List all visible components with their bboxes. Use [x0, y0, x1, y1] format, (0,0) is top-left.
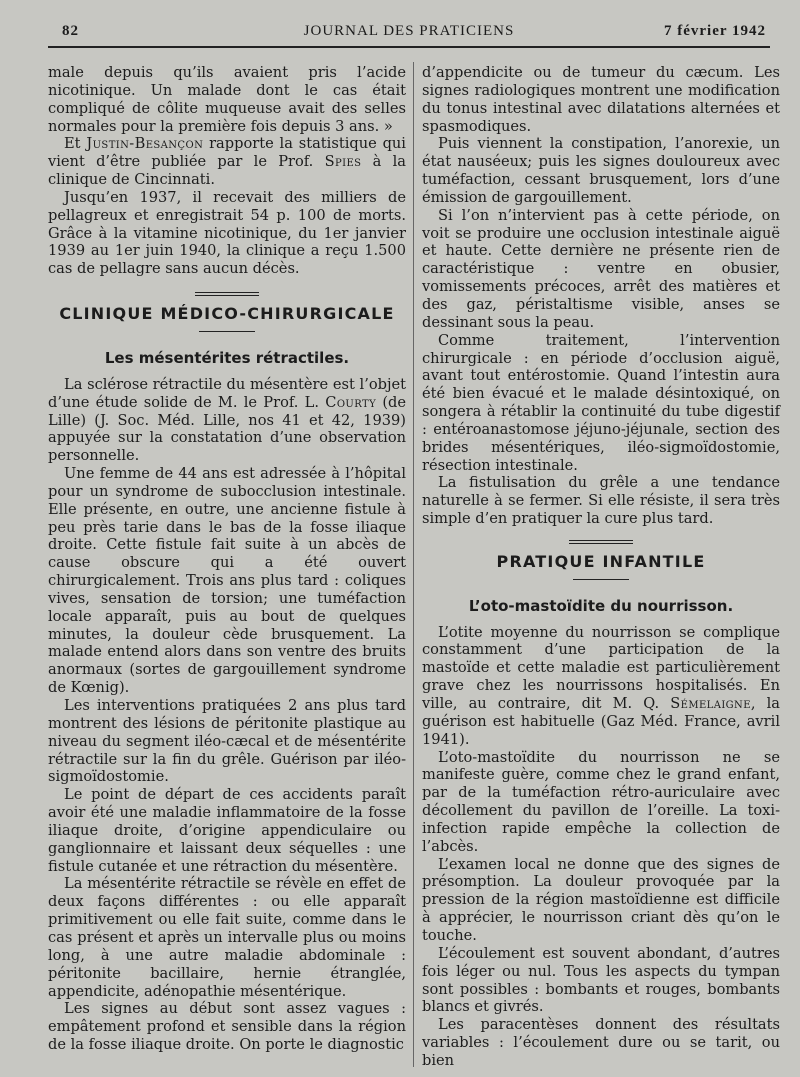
text-run: Et: [64, 135, 87, 153]
paragraph: Comme traitement, l’intervention chirurgicale : en période d’occlusion aiguë, avant tout entérostomie. Quand l’intestin aura été bien évacué et le malade désintoxiqué, on songera à rétablir la continuité du tube digestif : entéroanastomose jéjuno-jéjunale, section des brides mésentériques, iléo-sigmoïdostomie, résection intestinale.: [422, 331, 780, 474]
paragraph: La mésentérite rétractile se révèle en effet de deux façons différentes : ou elle apparaît primitivement ou elle fait suite, comme dans le cas présent et après un intervalle plus ou moins long, à une autre maladie abdominale : péritonite bacillaire, hernie étranglée, appendicite, adénopathie mésentérique.: [48, 875, 406, 1000]
paragraph: [422, 624, 780, 749]
text-run: , la guérison est habituelle (Gaz Méd. France, avril 1941).: [422, 695, 780, 748]
journal-title: JOURNAL DES PRATICIENS: [303, 23, 515, 39]
title-rule: [573, 579, 629, 580]
article-title: Les mésentérites rétractiles.: [104, 348, 350, 367]
paragraph: Le point de départ de ces accidents paraît avoir été une maladie inflammatoire de la fosse iliaque droite, d’origine appendiculaire ou ganglionnaire et laissant deux séquelles : une fistule cutanée et une rétraction du mésentère.: [48, 786, 406, 875]
issue-date: 7 février 1942: [663, 23, 766, 39]
section-separator: [569, 540, 633, 544]
paragraph: Si l’on n’intervient pas à cette période, on voit se produire une occlusion intestinale aiguë et haute. Cette dernière ne présente rien de caractéristique : ventre en obusier, vomissements précoces, arrêt des matières et des gaz, péristaltisme visible, anses se dessinant sous la peau.: [422, 206, 780, 331]
column-divider: [413, 62, 414, 1067]
running-header: [48, 20, 770, 48]
section-title: CLINIQUE MÉDICO-CHIRURGICALE: [59, 304, 395, 324]
text-run: rapporte la statistique qui vient d’être publiée par le Prof.: [48, 135, 406, 171]
text-run: à la clinique de Cincinnati.: [48, 153, 406, 189]
paragraph: L’oto-mastoïdite du nourrisson ne se manifeste guère, comme chez le grand enfant, par de la tuméfaction rétro-auriculaire avec décollement du pavillon de l’oreille. La toxi-infection rapide empêche la collection de l’abcès.: [422, 748, 780, 855]
section-separator: [195, 292, 259, 296]
paragraph: Les interventions pratiquées 2 ans plus tard montrent des lésions de péritonite plastique au niveau du segment iléo-cæcal et de mésentérite rétractile sur la fin du grêle. Guérison par iléo-sigmoïdostomie.: [48, 697, 406, 786]
paragraph: La fistulisation du grêle a une tendance naturelle à se fermer. Si elle résiste, il sera très simple d’en pratiquer la cure plus tard.: [422, 474, 780, 528]
section-title: PRATIQUE INFANTILE: [496, 551, 706, 571]
title-rule: [199, 331, 255, 332]
text-run: (de Lille) (J. Soc. Méd. Lille, nos 41 et 42, 1939) appuyée sur la constatation d’une observation personnelle.: [48, 393, 407, 465]
paragraph: [48, 135, 406, 189]
author-name: Justin-Besançon: [86, 135, 204, 153]
paragraph: Une femme de 44 ans est adressée à l’hôpital pour un syndrome de subocclusion intestinale. Elle présente, en outre, une ancienne fistule à peu près tarie dans le bas de la fosse iliaque droite. Cette fistule fait suite à un abcès de cause obscure qui a été ouvert chirurgicalement. Trois ans plus tard : coliques vives, sensation de torsion; une tuméfaction locale apparaît, puis au bout de quelques minutes, la douleur cède brusquement. La malade entend alors dans son ventre des bruits anormaux (sortes de gargouillement syndrome de Kœnig).: [48, 465, 406, 697]
text-run: La sclérose rétractile du mésentère est l’objet d’une étude solide de M. le Prof. L.: [48, 375, 406, 411]
author-name: Sémelaigne: [670, 695, 751, 712]
right-column: [422, 64, 780, 1069]
author-name: Spies: [324, 153, 362, 171]
paragraph: Les paracentèses donnent des résultats variables : l’écoulement dure ou se tarit, ou bien: [422, 1016, 780, 1069]
paragraph: L’examen local ne donne que des signes de présomption. La douleur provoquée par la pression de la région mastoïdienne est difficile à apprécier, le nourrisson criant dès qu’on le touche.: [422, 855, 780, 944]
paragraph: Puis viennent la constipation, l’anorexie, un état nauséeux; puis les signes douloureux avec tuméfaction, cessant brusquement, lors d’une émission de gargouillement.: [422, 135, 780, 206]
page-number: 82: [62, 23, 79, 39]
paragraph: [48, 376, 406, 465]
paragraph: d’appendicite ou de tumeur du cæcum. Les signes radiologiques montrent une modification du tonus intestinal avec dilatations alternées et spasmodiques.: [422, 64, 780, 135]
paragraph: male depuis qu’ils avaient pris l’acide nicotinique. Un malade dont le cas était compliqué de côlite muqueuse avait des selles normales pour la première fois depuis 3 ans. »: [48, 64, 406, 135]
paragraph: Jusqu’en 1937, il recevait des milliers de pellagreux et enregistrait 54 p. 100 de morts. Grâce à la vitamine nicotinique, du 1er janvier 1939 au 1er juin 1940, la clinique a reçu 1.500 cas de pellagre sans aucun décès.: [48, 188, 406, 278]
paragraph: L’écoulement est souvent abondant, d’autres fois léger ou nul. Tous les aspects du tympan sont possibles : bombants et rouges, bombants blancs et givrés.: [422, 944, 780, 1016]
author-name: Courty: [325, 393, 377, 411]
text-run: L’otite moyenne du nourrisson se complique constamment d’une participation de la mastoïde et cette maladie est particulièrement grave chez les nourrissons hospitalisés. En ville, au contraire, dit M. Q.: [422, 623, 780, 712]
left-column: [48, 64, 406, 1069]
article-title: L’oto-mastoïdite du nourrisson.: [468, 596, 734, 615]
paragraph: Les signes au début sont assez vagues : empâtement profond et sensible dans la région de la fosse iliaque droite. On porte le diagnostic: [48, 1000, 406, 1054]
